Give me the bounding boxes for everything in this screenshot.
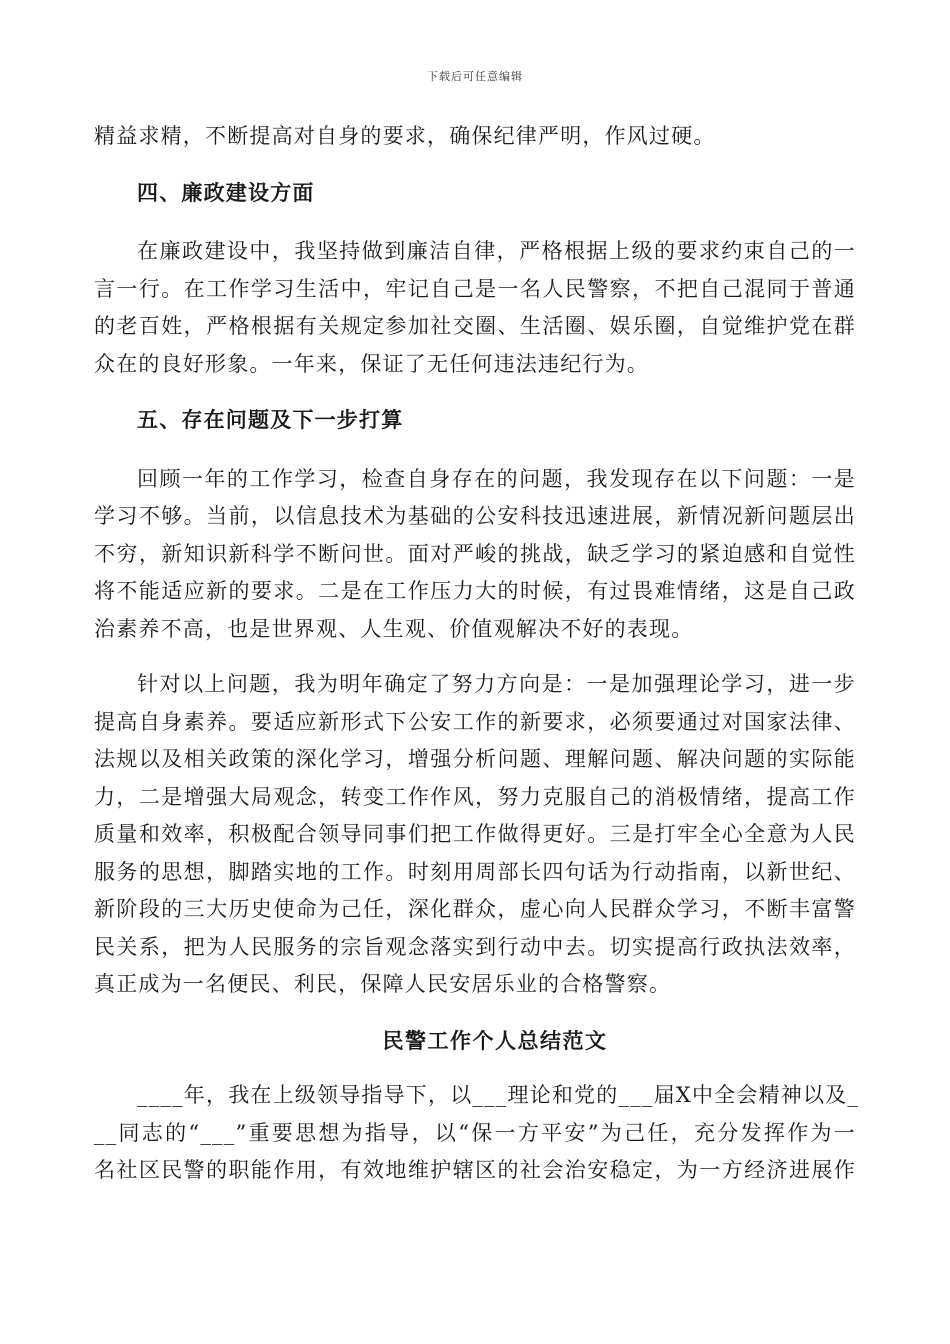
- text-line: 力，二是增强大局观念，转变工作作风，努力克服自己的消极情绪，提高工作: [94, 784, 856, 809]
- text-line: 精益求精，不断提高对自身的要求，确保纪律严明，作风过硬。: [94, 124, 716, 148]
- text-line: 民关系，把为人民服务的宗旨观念落实到行动中去。切实提高行政执法效率，: [94, 934, 856, 959]
- text-line: 真正成为一名便民、利民，保障人民安居乐业的合格警察。: [94, 972, 672, 996]
- text-line: 提高自身素养。要适应新形式下公安工作的新要求，必须要通过对国家法律、: [94, 709, 856, 734]
- section-heading: 四、廉政建设方面: [137, 179, 315, 205]
- text-line: 众在的良好形象。一年来，保证了无任何违法违纪行为。: [94, 351, 649, 376]
- text-line: 不穷，新知识新科学不断问世。面对严峻的挑战，缺乏学习的紧迫感和自觉性: [94, 541, 856, 566]
- section-heading: 五、存在问题及下一步打算: [137, 407, 404, 432]
- text-line: 学习不够。当前，以信息技术为基础的公安科技迅速进展，新情况新问题层出: [94, 504, 856, 528]
- document-body: [94, 118, 860, 1190]
- page-header-note: 下载后可任意编辑: [427, 70, 523, 83]
- text-line: 针对以上问题，我为明年确定了努力方向是：一是加强理论学习，进一步: [137, 672, 856, 696]
- document-title: 民警工作个人总结范文: [382, 1027, 608, 1053]
- text-line: 将不能适应新的要求。二是在工作压力大的时候，有过畏难情绪，这是自己政: [94, 579, 856, 603]
- text-line: 法规以及相关政策的深化学习，增强分析问题、理解问题、解决问题的实际能: [94, 747, 856, 771]
- text-line: 回顾一年的工作学习，检查自身存在的问题，我发现存在以下问题：一是: [137, 466, 856, 491]
- text-line: __同志的“___”重要思想为指导，以“保一方平安”为己任，充分发挥作为一: [94, 1120, 856, 1145]
- text-line: 服务的思想，脚踏实地的工作。时刻用周部长四句话为行动指南，以新世纪、: [94, 859, 856, 884]
- text-line: ____年，我在上级领导指导下，以___理论和党的___届X中全会精神以及_: [137, 1083, 860, 1107]
- text-line: 言一行。在工作学习生活中，牢记自己是一名人民警察，不把自己混同于普通: [94, 276, 856, 301]
- text-line: 名社区民警的职能作用，有效地维护辖区的社会治安稳定，为一方经济进展作: [94, 1158, 856, 1182]
- text-line: 在廉政建设中，我坚持做到廉洁自律，严格根据上级的要求约束自己的一: [137, 239, 856, 263]
- text-line: 的老百姓，严格根据有关规定参加社交圈、生活圈、娱乐圈，自觉维护党在群: [94, 314, 856, 338]
- text-line: 新阶段的三大历史使命为己任，深化群众，虚心向人民群众学习，不断丰富警: [94, 897, 856, 921]
- text-line: 质量和效率，积极配合领导同事们把工作做得更好。三是打牢全心全意为人民: [94, 822, 856, 846]
- text-line: 治素养不高，也是世界观、人生观、价值观解决不好的表现。: [94, 616, 694, 641]
